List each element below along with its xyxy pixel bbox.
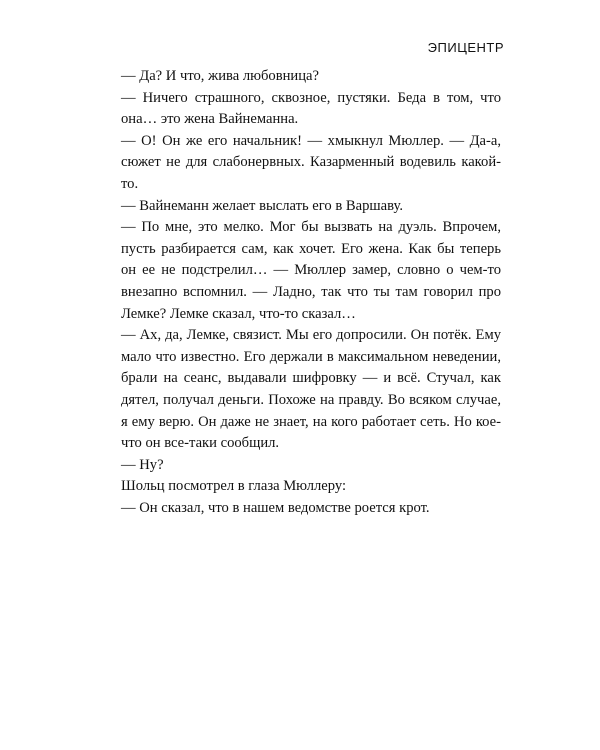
paragraph: — О! Он же его начальник! — хмыкнул Мюллер. — Да-а, сюжет не для слабонервных. Казарменный водевиль какой-то.: [121, 132, 501, 192]
body-text: [121, 66, 501, 519]
paragraph: — Он сказал, что в нашем ведомстве роется крот.: [121, 499, 430, 516]
paragraph: Шольц посмотрел в глаза Мюллеру:: [121, 478, 347, 495]
paragraph: — По мне, это мелко. Мог бы вызвать на дуэль. Впрочем, пусть разбирается сам, как хочет. Его жена. Как бы теперь он ее не подстрелил… — Мюллер замер, словно о чем-то внезапно вспомнил. — Ладно, так что ты там говорил про Лемке? Лемке сказал, что-то сказал…: [121, 219, 501, 322]
paragraph: — Да? И что, жива любовница?: [121, 68, 320, 84]
paragraph: — Ничего страшного, сквозное, пустяки. Беда в том, что она… это жена Вайнеманна.: [121, 89, 501, 128]
paragraph: — Вайнеманн желает выслать его в Варшаву.: [121, 197, 403, 214]
running-title: ЭПИЦЕНТР: [427, 40, 504, 55]
paragraph: — Ах, да, Лемке, связист. Мы его допросили. Он потёк. Ему мало что известно. Его держали в максимальном неведении, брали на сеанс, выдавали шифровку — и всё. Стучал, как дятел, получал деньги. Похоже на правду. Во всяком случае, я ему верю. Он даже не знает, на кого работает сеть. Но кое-что он все-таки сообщил.: [121, 327, 501, 452]
paragraph: — Ну?: [121, 456, 164, 473]
